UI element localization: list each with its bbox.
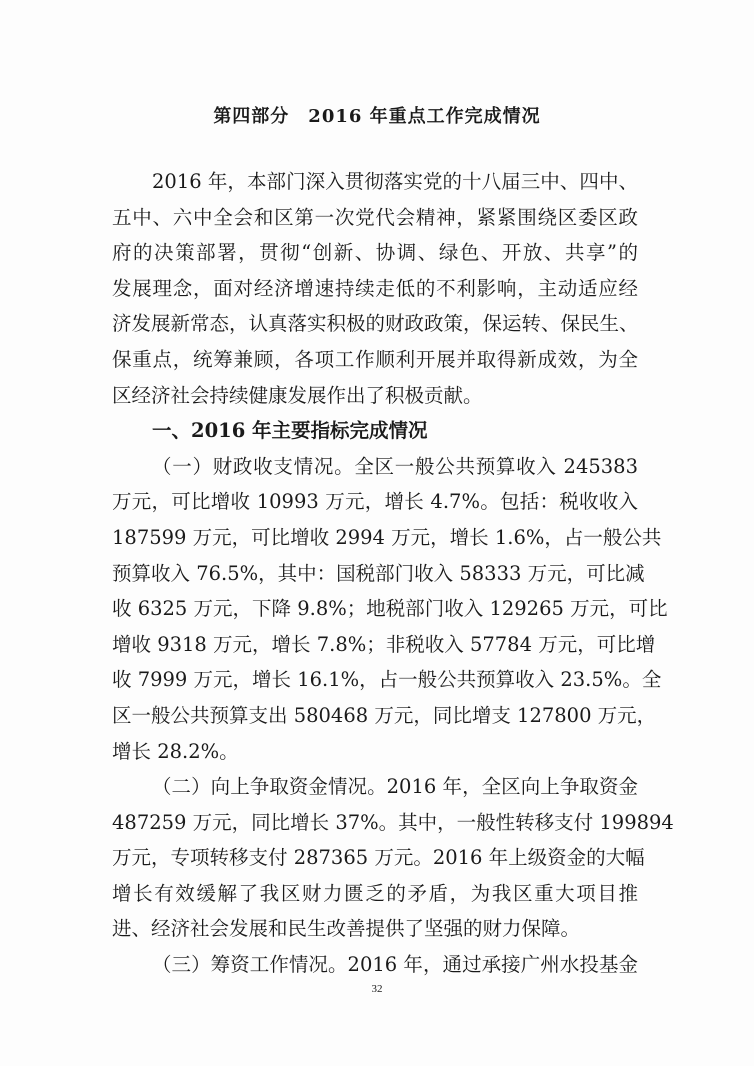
- paragraph-line: 济发展新常态，认真落实积极的财政政策，保运转、保民生、: [112, 312, 639, 336]
- paragraph-line: 487259 万元，同比增长 37%。其中，一般性转移支付 199894: [112, 810, 674, 834]
- paragraph-line: 五中、六中全会和区第一次党代会精神，紧紧围绕区委区政: [112, 205, 638, 229]
- paragraph-line: 预算收入 76.5%，其中：国税部门收入 58333 万元，可比减: [112, 561, 645, 585]
- page-title: 第四部分 2016 年重点工作完成情况: [213, 106, 541, 127]
- paragraph-line: 府的决策部署，贯彻“创新、协调、绿色、开放、共享”的: [112, 241, 638, 265]
- paragraph-line: 187599 万元，可比增收 2994 万元，增长 1.6%，占一般公共: [112, 525, 662, 549]
- paragraph-line: 收 6325 万元，下降 9.8%；地税部门收入 129265 万元，可比: [112, 597, 668, 621]
- paragraph-line: 2016 年，本部门深入贯彻落实党的十八届三中、四中、: [152, 170, 638, 193]
- paragraph-line: 发展理念，面对经济增速持续走低的不利影响，主动适应经: [112, 276, 638, 300]
- paragraph-line: 区经济社会持续健康发展作出了积极贡献。: [112, 383, 483, 407]
- paragraph-line: 万元，可比增收 10993 万元，增长 4.7%。包括：税收收入: [112, 490, 638, 514]
- section-heading: 一、2016 年主要指标完成情况: [152, 419, 428, 443]
- paragraph-line: （三）筹资工作情况。2016 年，通过承接广州水投基金: [152, 953, 638, 977]
- document-body: [112, 164, 674, 983]
- paragraph-line: 进、经济社会发展和民生改善提供了坚强的财力保障。: [112, 917, 581, 941]
- paragraph-line: 增收 9318 万元，增长 7.8%；非税收入 57784 万元，可比增: [112, 632, 656, 656]
- paragraph-line: 万元，专项转移支付 287365 万元。2016 年上级资金的大幅: [112, 846, 645, 870]
- paragraph-line: 收 7999 万元，增长 16.1%，占一般公共预算收入 23.5%。全: [112, 668, 662, 692]
- paragraph-line: （一）财政收支情况。全区一般公共预算收入 245383: [152, 454, 638, 478]
- page-number: 32: [371, 983, 383, 995]
- paragraph-line: 保重点，统筹兼顾，各项工作顺利开展并取得新成效，为全: [112, 347, 638, 371]
- paragraph-line: （二）向上争取资金情况。2016 年，全区向上争取资金: [152, 775, 638, 799]
- paragraph-line: 区一般公共预算支出 580468 万元，同比增支 127800 万元，: [112, 703, 657, 727]
- paragraph-line: 增长 28.2%。: [112, 739, 239, 763]
- paragraph-line: 增长有效缓解了我区财力匮乏的矛盾，为我区重大项目推: [112, 881, 638, 905]
